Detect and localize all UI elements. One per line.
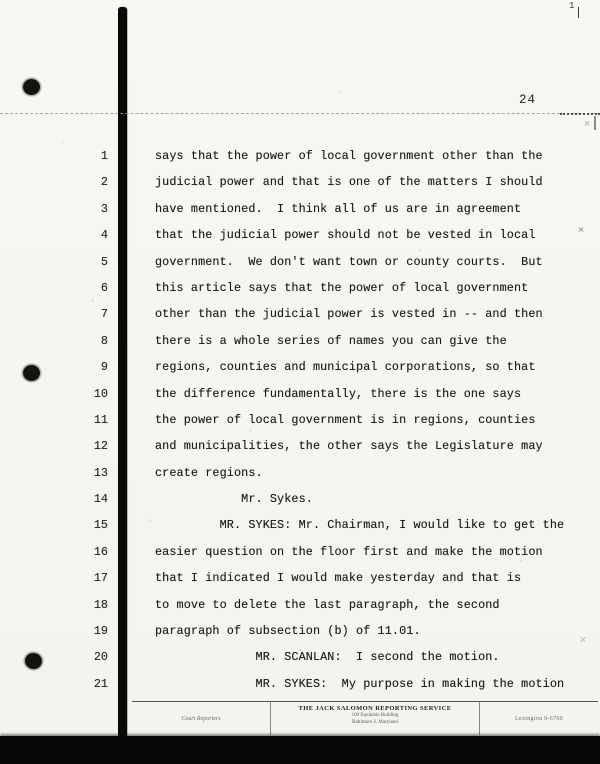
transcript-line xyxy=(0,539,600,565)
transcript-line xyxy=(0,618,600,644)
scan-edge-mark xyxy=(594,116,596,130)
transcript-lines xyxy=(0,143,600,697)
transcript-line xyxy=(0,671,600,697)
line-text: the difference fundamentally, there is the one says xyxy=(155,386,522,401)
line-text: MR. SYKES: My purpose in making the motion xyxy=(155,676,565,691)
line-number: 8 xyxy=(100,333,108,348)
page-number: 24 xyxy=(519,93,537,107)
line-text: regions, counties and municipal corporations, so that xyxy=(155,360,536,375)
line-number: 21 xyxy=(93,676,108,691)
line-text: Mr. Sykes. xyxy=(155,492,313,507)
transcript-line xyxy=(0,249,600,275)
line-number: 15 xyxy=(93,518,108,533)
line-number: 16 xyxy=(93,544,108,559)
line-text: the power of local government is in regions, counties xyxy=(155,412,536,427)
line-text: to move to delete the last paragraph, the second xyxy=(155,597,500,612)
transcript-line xyxy=(0,354,600,380)
line-text: says that the power of local government other than the xyxy=(155,149,543,163)
line-number: 9 xyxy=(100,360,108,375)
line-number: 2 xyxy=(100,175,108,190)
line-text: easier question on the floor first and make the motion xyxy=(155,544,543,559)
line-number: 20 xyxy=(93,650,108,665)
line-number: 1 xyxy=(100,149,108,163)
line-text: paragraph of subsection (b) of 11.01. xyxy=(155,624,421,639)
transcript-line xyxy=(0,169,600,195)
corner-mark-line xyxy=(578,7,579,18)
scan-bottom-band xyxy=(0,736,600,764)
line-text: MR. SYKES: Mr. Chairman, I would like to get the xyxy=(155,518,565,533)
line-number: 17 xyxy=(93,571,108,586)
footer-left-label: Court Reporters xyxy=(181,716,221,722)
transcript-line xyxy=(0,275,600,301)
line-text: government. We don't want town or county courts. But xyxy=(155,254,543,269)
line-number: 18 xyxy=(93,597,108,612)
corner-mark: 1 xyxy=(569,1,575,11)
line-text: this article says that the power of local government xyxy=(155,280,529,295)
line-text: that I indicated I would make yesterday and that is xyxy=(155,571,522,586)
line-text: and municipalities, the other says the Legislature may xyxy=(155,439,543,454)
footer-company-name: THE JACK SALOMON REPORTING SERVICE xyxy=(298,705,452,712)
line-number: 12 xyxy=(93,439,108,454)
footer-address-line2: Baltimore 2, Maryland xyxy=(352,719,398,725)
line-number: 6 xyxy=(100,280,108,295)
line-text: there is a whole series of names you can give the xyxy=(155,333,507,348)
reporting-service-footer xyxy=(132,701,598,735)
footer-phone: Lexington 9-6760 xyxy=(515,716,563,722)
transcript-line xyxy=(0,592,600,618)
transcript-line xyxy=(0,565,600,591)
line-number: 7 xyxy=(100,307,108,322)
transcript-line xyxy=(0,644,600,670)
hole-punch xyxy=(23,79,40,95)
line-text: judicial power and that is one of the matters I should xyxy=(155,175,543,190)
transcript-line xyxy=(0,301,600,327)
transcript-line xyxy=(0,143,600,169)
transcript-line xyxy=(0,328,600,354)
fold-line-edge xyxy=(560,113,600,115)
line-text: other than the judicial power is vested in -- and then xyxy=(155,307,543,322)
line-text: create regions. xyxy=(155,465,263,480)
transcript-line xyxy=(0,486,600,512)
line-number: 4 xyxy=(100,228,108,243)
footer-center xyxy=(270,702,480,735)
transcript-line xyxy=(0,460,600,486)
line-number: 10 xyxy=(93,386,108,401)
line-number: 13 xyxy=(93,465,108,480)
transcript-line xyxy=(0,222,600,248)
line-number: 14 xyxy=(93,492,108,507)
line-number: 11 xyxy=(93,412,108,427)
line-text: MR. SCANLAN: I second the motion. xyxy=(155,650,500,665)
transcript-line xyxy=(0,433,600,459)
line-number: 3 xyxy=(100,201,108,216)
footer-address-line1: 100 Equitable Building xyxy=(351,713,399,718)
fold-line xyxy=(0,113,600,114)
scan-noise xyxy=(0,0,1,1)
transcript-line xyxy=(0,381,600,407)
transcript-line xyxy=(0,196,600,222)
transcript-line xyxy=(0,407,600,433)
transcript-line xyxy=(0,512,600,538)
line-text: have mentioned. I think all of us are in agreement xyxy=(155,201,522,216)
scan-x-mark xyxy=(584,120,590,126)
line-text: that the judicial power should not be vested in local xyxy=(155,228,536,243)
line-number: 19 xyxy=(93,624,108,639)
line-number: 5 xyxy=(100,254,108,269)
